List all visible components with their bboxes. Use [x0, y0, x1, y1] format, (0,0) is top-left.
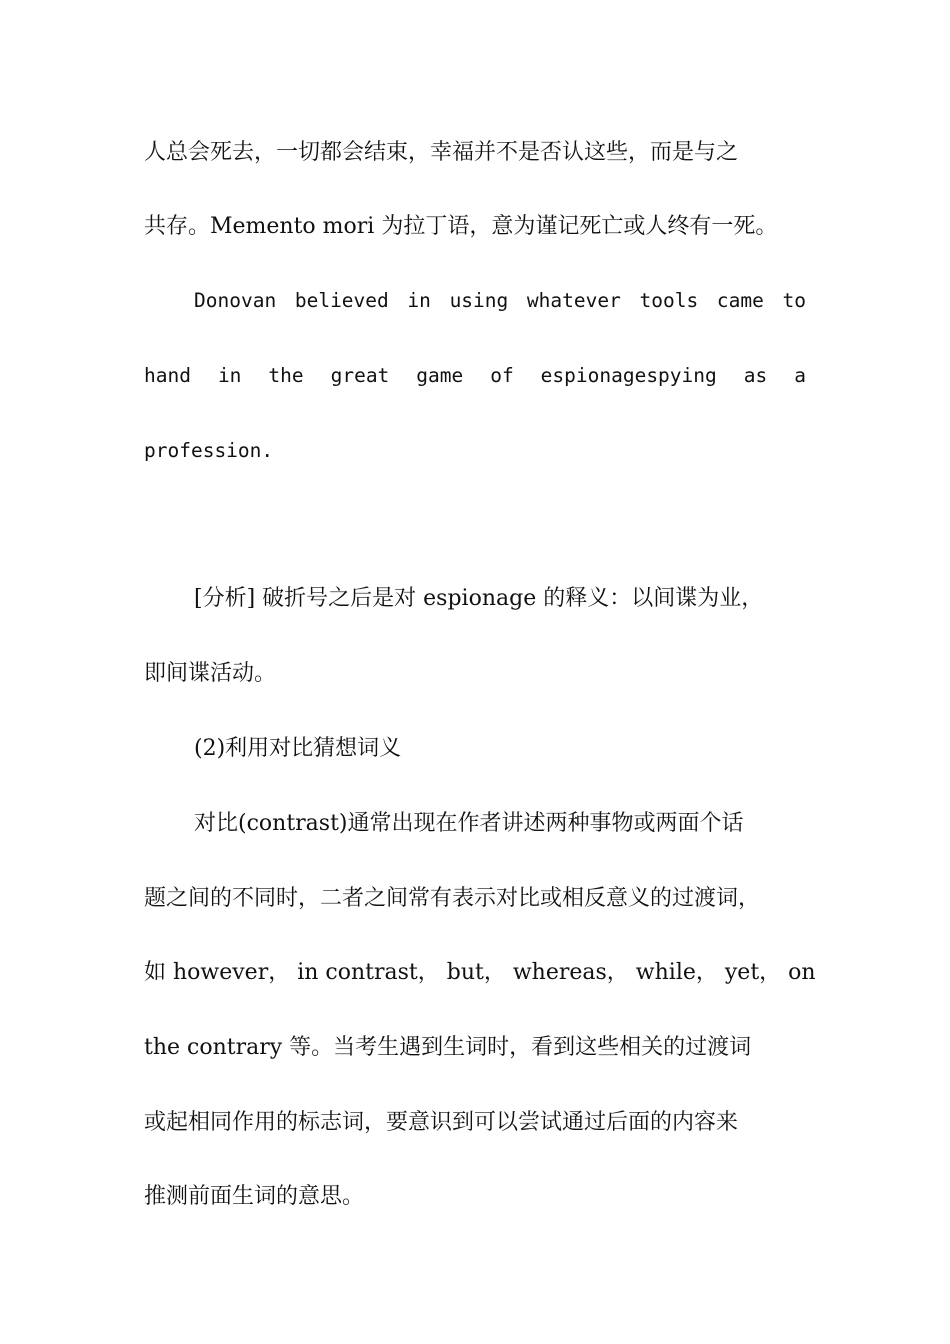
paragraph-line: the contrary 等。当考生遇到生词时，看到这些相关的过渡词: [144, 1035, 752, 1060]
word: using: [449, 289, 509, 312]
english-example-line: [194, 286, 806, 316]
analysis-line: [分析] 破折号之后是对 espionage 的释义：以间谍为业，: [194, 586, 764, 611]
english-example-line: [144, 361, 806, 391]
word: whatever: [526, 289, 621, 312]
section-heading: (2)利用对比猜想词义: [194, 736, 402, 761]
word: hand: [144, 364, 191, 387]
paragraph-line: 推测前面生词的意思。: [144, 1184, 365, 1209]
word: of: [490, 364, 514, 387]
paragraph-line: 或起相同作用的标志词，要意识到可以尝试通过后面的内容来: [144, 1110, 739, 1135]
word: in: [217, 364, 242, 387]
word: a: [794, 364, 806, 387]
word: great: [330, 364, 390, 387]
paragraph-line: 人总会死去，一切都会结束，幸福并不是否认这些，而是与之: [144, 140, 739, 165]
word: tools: [639, 289, 699, 312]
paragraph-line: 共存。Memento mori 为拉丁语，意为谨记死亡或人终有一死。: [144, 214, 778, 239]
english-example-line: profession.: [144, 439, 274, 462]
word: in: [407, 289, 431, 312]
word: espionagespying: [540, 364, 717, 387]
paragraph-line: 如 however， in contrast， but， whereas， while， yet， on: [144, 960, 816, 985]
paragraph-line: 对比(contrast)通常出现在作者讲述两种事物或两面个话: [194, 811, 744, 836]
word: believed: [294, 289, 389, 312]
analysis-line: 即间谍活动。: [144, 661, 277, 686]
word: to: [782, 289, 806, 312]
word: Donovan: [194, 289, 277, 312]
paragraph-line: 题之间的不同时，二者之间常有表示对比或相反意义的过渡词，: [144, 886, 761, 911]
word: game: [416, 364, 464, 387]
word: as: [743, 364, 768, 387]
word: came: [716, 289, 764, 312]
word: the: [268, 364, 304, 387]
